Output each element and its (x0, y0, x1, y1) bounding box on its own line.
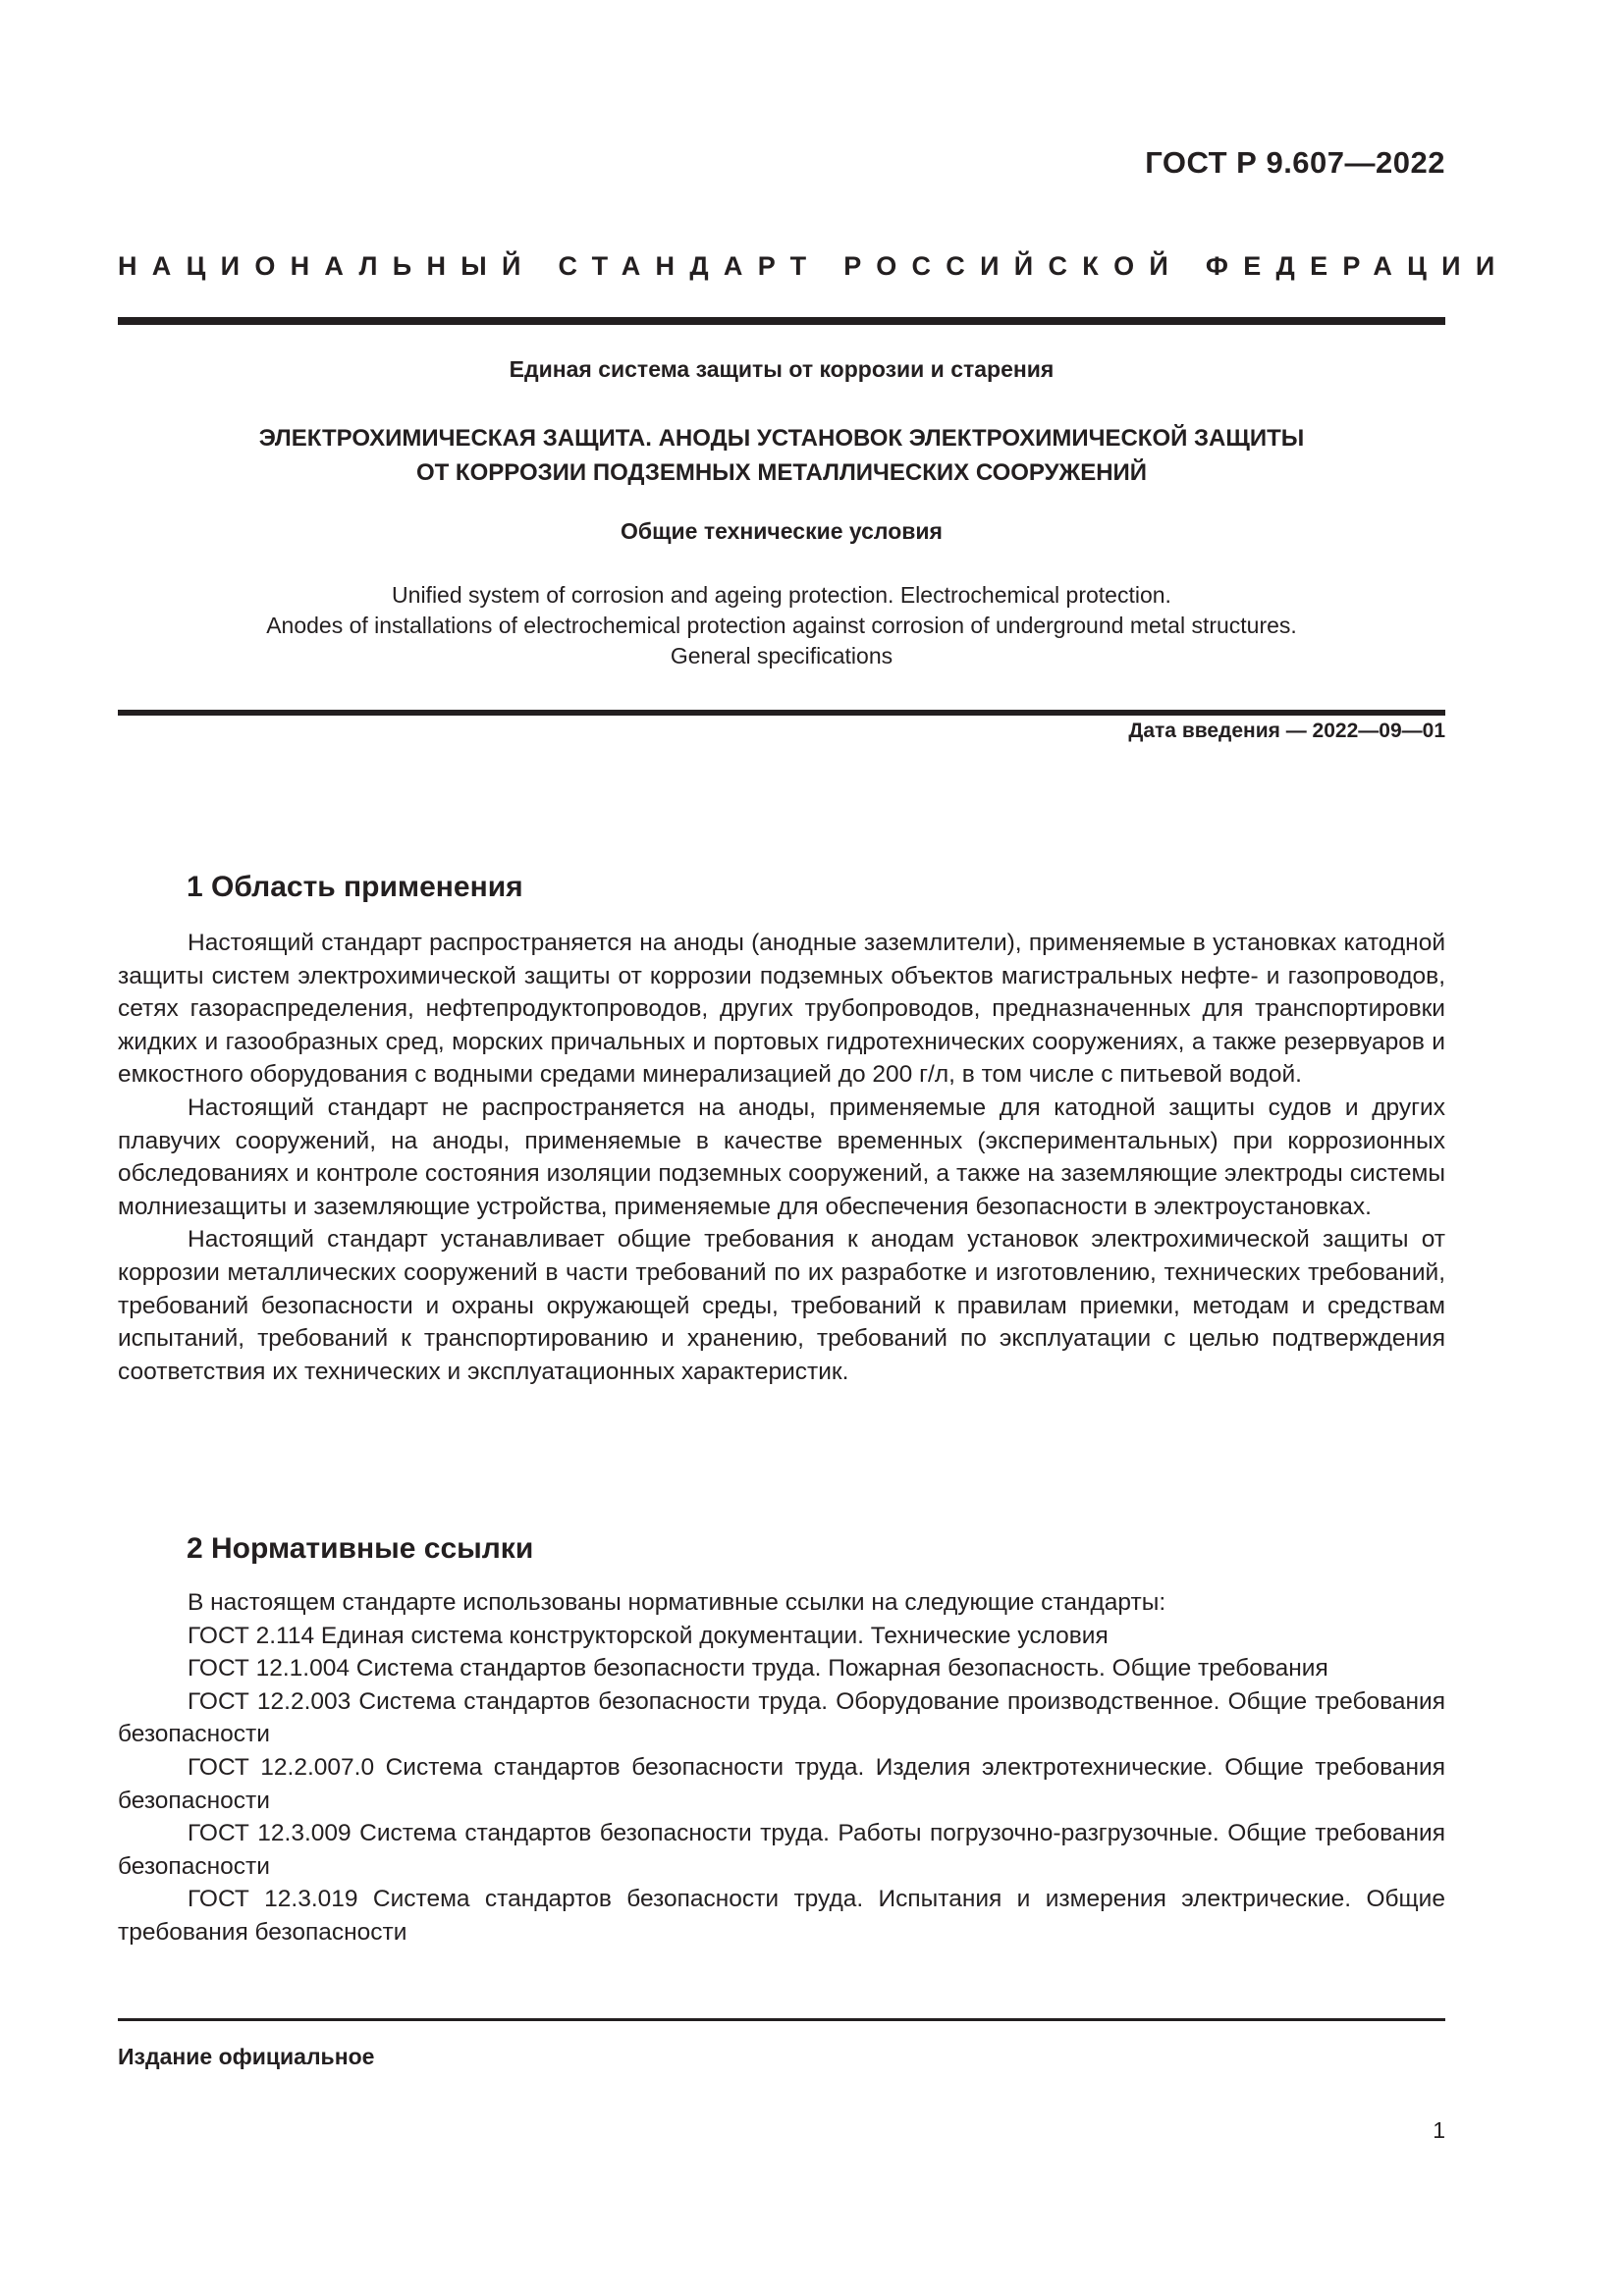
footer-divider (118, 2018, 1445, 2021)
series-title: Единая система защиты от коррозии и старения (509, 356, 1055, 382)
document-page (118, 0, 1510, 2296)
section-body-scope (118, 927, 1445, 1388)
main-title-line: ЭЛЕКТРОХИМИЧЕСКАЯ ЗАЩИТА. АНОДЫ УСТАНОВОК ЭЛЕКТРОХИМИЧЕСКОЙ ЗАЩИТЫ (258, 425, 1305, 452)
main-title (118, 421, 1445, 490)
section-heading-normative-references: 2 Нормативные ссылки (187, 1532, 534, 1565)
paragraph: Настоящий стандарт распространяется на аноды (анодные заземлители), применяемые в установках катодной защиты систем электрохимической защиты от коррозии подземных объектов магистральных нефте- и газопроводов, сетях газораспределения, нефтепродуктопроводов, других трубопроводов, предназначенных для транспортировки жидких и газообразных сред, морских причальных и портовых гидротехнических сооружениях, а также резервуаров и емкостного оборудования с водными средами минерализацией до 200 г/л, в том числе с питьевой водой. (118, 930, 1445, 1089)
reference-item: ГОСТ 12.3.019 Система стандартов безопасности труда. Испытания и измерения электрические. Общие требования безопасности (118, 1886, 1445, 1946)
reference-item: ГОСТ 2.114 Единая система конструкторской документации. Технические условия (188, 1622, 1109, 1649)
english-title-line: Unified system of corrosion and ageing protection. Electrochemical protection. (392, 582, 1171, 608)
paragraph: Настоящий стандарт устанавливает общие требования к анодам установок электрохимической защиты от коррозии металлических сооружений в части требований по их разработке и изготовлению, технических требований, требований безопасности и охраны окружающей среды, требований к правилам приемки, методам и средствам испытаний, требований к транспортированию и хранению, требований по эксплуатации с целью подтверждения соответствия их технических и эксплуатационных характеристик. (118, 1226, 1445, 1385)
page-number: 1 (1433, 2117, 1445, 2143)
english-title (118, 580, 1445, 671)
section-body-normative-references (118, 1586, 1445, 1949)
section-heading-scope: 1 Область применения (187, 871, 523, 903)
national-standard-title: НАЦИОНАЛЬНЫЙ СТАНДАРТ РОССИЙСКОЙ ФЕДЕРАЦИИ (118, 251, 1510, 281)
subtitle: Общие технические условия (621, 518, 943, 544)
title-divider (118, 710, 1445, 716)
english-title-line: General specifications (670, 643, 893, 668)
top-divider (118, 317, 1445, 325)
document-code: ГОСТ Р 9.607—2022 (1145, 145, 1445, 180)
paragraph: Настоящий стандарт не распространяется на аноды, применяемые для катодной защиты судов и других плавучих сооружений, на аноды, применяемые в качестве временных (экспериментальных) при коррозионных обследованиях и контроле состояния изоляции подземных сооружений, а также на заземляющие электроды системы молниезащиты и заземляющие устройства, применяемые для обеспечения безопасности в электроустановках. (118, 1094, 1445, 1220)
english-title-line: Anodes of installations of electrochemical protection against corrosion of underground metal structures. (266, 613, 1297, 638)
reference-item: ГОСТ 12.1.004 Система стандартов безопасности труда. Пожарная безопасность. Общие требования (188, 1655, 1328, 1682)
introduction-date: Дата введения — 2022—09—01 (1128, 720, 1445, 742)
main-title-line: ОТ КОРРОЗИИ ПОДЗЕМНЫХ МЕТАЛЛИЧЕСКИХ СООРУЖЕНИЙ (415, 459, 1148, 486)
reference-item: ГОСТ 12.2.007.0 Система стандартов безопасности труда. Изделия электротехнические. Общие требования безопасности (118, 1753, 1445, 1814)
reference-item: ГОСТ 12.2.003 Система стандартов безопасности труда. Оборудование производственное. Общие требования безопасности (118, 1687, 1445, 1748)
reference-item: ГОСТ 12.3.009 Система стандартов безопасности труда. Работы погрузочно-разгрузочные. Общие требования безопасности (118, 1820, 1445, 1880)
official-edition-label: Издание официальное (118, 2044, 375, 2069)
paragraph: В настоящем стандарте использованы нормативные ссылки на следующие стандарты: (188, 1589, 1166, 1616)
